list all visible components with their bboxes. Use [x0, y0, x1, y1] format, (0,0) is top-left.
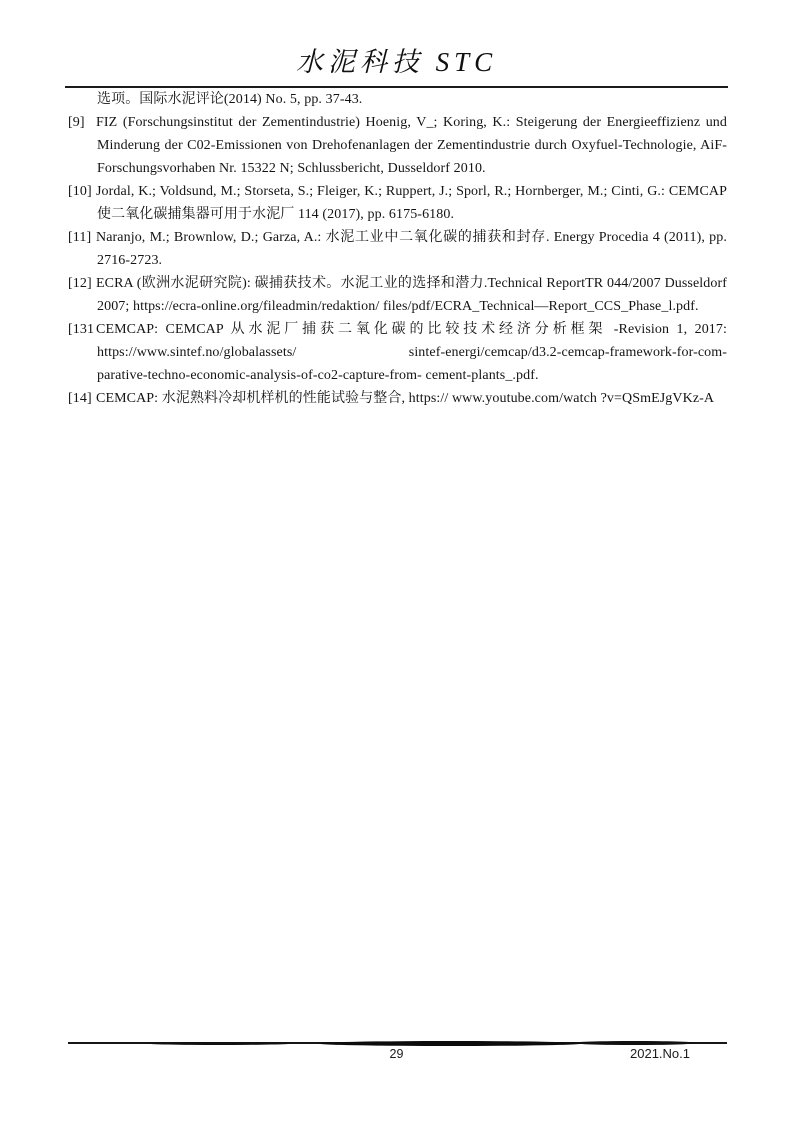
reference-text: 2007; https://ecra-online.org/fileadmin/redaktion/ files/pdf/ECRA_Technical—Report_CCS_Phase_l.pdf. [97, 299, 699, 314]
ref-label: [9] [68, 115, 85, 130]
reference-text: FIZ (Forschungsinstitut der Zementindustrie) Hoenig, V_; Koring, K.: Steigerung der Energieeffizienz und [96, 115, 727, 130]
reference-line [68, 157, 727, 180]
reference-text: Naranjo, M.; Brownlow, D.; Garza, A.: 水泥工业中二氧化碳的捕获和封存. Energy Procedia 4 (2011), pp. [96, 230, 727, 245]
reference-line [68, 387, 727, 410]
reference-text: parative-techno-economic-analysis-of-co2-capture-from- cement-plants_.pdf. [97, 368, 539, 383]
reference-line [68, 111, 727, 134]
reference-line [68, 203, 727, 226]
footer-divider-thick-segment [575, 1041, 694, 1045]
reference-text: Forschungsvorhaben Nr. 15322 N; Schlussbericht, Dusseldorf 2010. [97, 161, 486, 176]
reference-line [68, 364, 727, 387]
reference-text: 2716-2723. [97, 253, 163, 268]
reference-line [68, 249, 727, 272]
reference-line [68, 341, 727, 364]
journal-title: 水泥科技 STC [295, 47, 498, 77]
footer-divider-thick-segment [147, 1042, 292, 1045]
ref-label: [12] [68, 276, 92, 291]
reference-text: sintef-energi/cemcap/d3.2-cemcap-framework-for-com- [408, 345, 727, 360]
footer-divider-thick-segment [318, 1041, 582, 1046]
reference-line [68, 226, 727, 249]
reference-text: 使二氧化碳捕集器可用于水泥厂 114 (2017), pp. 6175-6180. [97, 207, 455, 222]
reference-text: Minderung der C02-Emissionen von Drehofenanlagen der Zementindustrie durch Oxyfuel-Technologie, AiF- [97, 138, 727, 153]
reference-text: Jordal, K.; Voldsund, M.; Storseta, S.; Fleiger, K.; Ruppert, J.; Sporl, R.; Hornberger, M.; Cinti, G.: CEMCAP [96, 184, 727, 199]
ref-label: [11] [68, 230, 92, 245]
ref-label: [131 [68, 322, 95, 337]
reference-text: ECRA (欧洲水泥研究院): 碳捕获技术。水泥工业的选择和潜力.Technical ReportTR 044/2007 Dusseldorf [96, 276, 727, 291]
ref-label: [10] [68, 184, 92, 199]
issue-number: 2021.No.1 [630, 1046, 690, 1061]
footer-divider [68, 1040, 727, 1046]
reference-text: CEMCAP: 水泥熟料冷却机样机的性能试验与整合, https:// www.youtube.com/watch ?v=QSmEJgVKz-A [96, 391, 715, 406]
references-section [68, 88, 727, 410]
reference-text: https://www.sintef.no/globalassets/ [97, 345, 297, 360]
reference-text: CEMCAP: CEMCAP 从水泥厂捕获二氧化碳的比较技术经济分析框架 -Revision 1, 2017: [96, 322, 727, 337]
page-number: 29 [389, 1047, 404, 1061]
ref-label: [14] [68, 391, 92, 406]
reference-line [68, 134, 727, 157]
reference-line [68, 318, 727, 341]
reference-line [68, 180, 727, 203]
reference-text: 选项。国际水泥评论(2014) No. 5, pp. 37-43. [97, 92, 363, 107]
reference-line [68, 295, 727, 318]
reference-line [68, 88, 727, 111]
reference-line [68, 272, 727, 295]
